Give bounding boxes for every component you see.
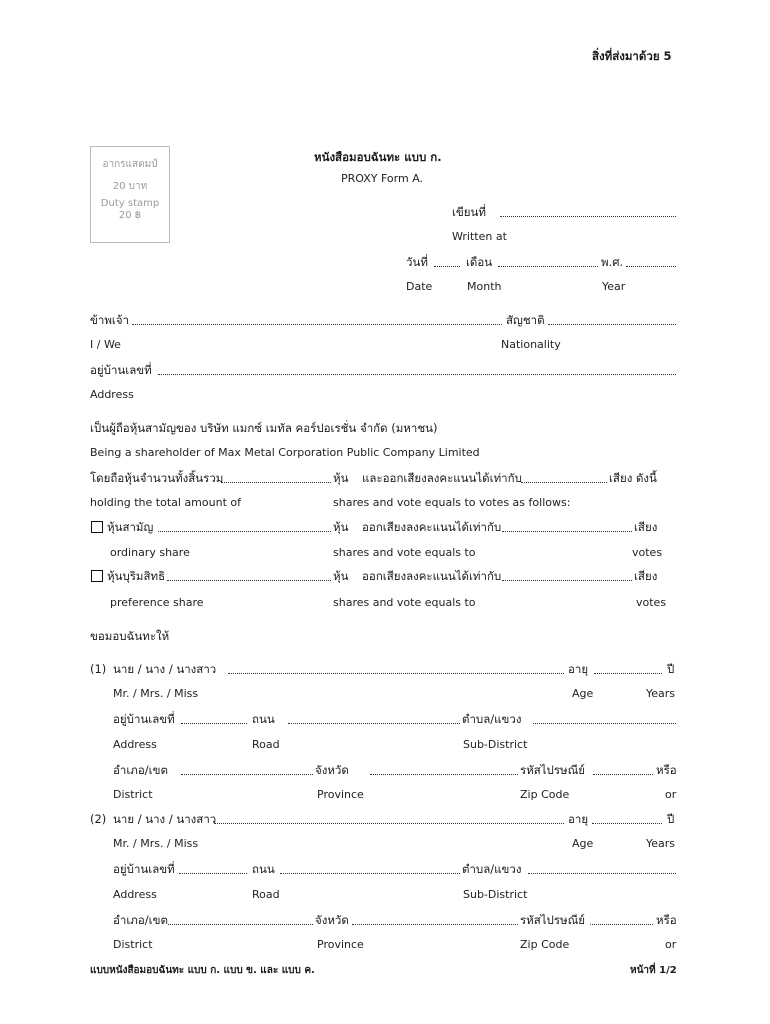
- proxy2-or-label-en: or: [665, 938, 677, 951]
- date-month-field[interactable]: [498, 256, 598, 267]
- proxy2-province-label-th: จังหวัด: [315, 913, 349, 927]
- duty-stamp-box: [90, 146, 170, 243]
- proxy1-zip-label-th: รหัสไปรษณีย์: [520, 763, 586, 777]
- proxy1-subdistrict-label-th: ตำบล/แขวง: [462, 712, 522, 726]
- proxy1-address-label-en: Address: [113, 738, 157, 751]
- date-day-label-en: Date: [406, 280, 433, 293]
- total-shares-field[interactable]: [221, 472, 331, 483]
- proxy1-district-label-th: อำเภอ/เขต: [113, 763, 168, 777]
- proxy2-or-label-th: หรือ: [656, 913, 677, 927]
- proxy2-district-label-en: District: [113, 938, 153, 951]
- date-year-field[interactable]: [626, 256, 676, 267]
- proxy1-road-field[interactable]: [288, 713, 460, 724]
- form-title-th: หนังสือมอบฉันทะ แบบ ก.: [314, 150, 442, 164]
- holding-shares-unit-th: หุ้น: [333, 471, 349, 485]
- proxy2-number: (2): [90, 812, 107, 826]
- preference-votes-field[interactable]: [502, 570, 632, 581]
- proxy2-age-field[interactable]: [592, 813, 662, 824]
- written-at-label-en: Written at: [452, 230, 507, 243]
- proxy2-age-label-th: อายุ: [568, 812, 589, 826]
- proxy2-road-label-th: ถนน: [252, 862, 275, 876]
- date-month-label-th: เดือน: [466, 255, 493, 269]
- date-month-label-en: Month: [467, 280, 502, 293]
- proxy1-zip-label-en: Zip Code: [520, 788, 570, 801]
- proxy1-number: (1): [90, 662, 107, 676]
- proxy2-zip-label-en: Zip Code: [520, 938, 570, 951]
- written-at-field[interactable]: [500, 206, 676, 217]
- shareholder-text-en: Being a shareholder of Max Metal Corporation Public Company Limited: [90, 446, 480, 459]
- proxy2-age-label-en: Age: [572, 837, 594, 850]
- preference-vote-label-th: ออกเสียงลงคะแนนได้เท่ากับ: [362, 569, 502, 583]
- date-year-label-th: พ.ศ.: [601, 255, 624, 269]
- proxy2-subdistrict-label-th: ตำบล/แขวง: [462, 862, 522, 876]
- proxy1-name-label-th: นาย / นาง / นางสาว: [113, 662, 217, 676]
- ordinary-vote-label-en: shares and vote equals to: [333, 546, 476, 559]
- nationality-label-en: Nationality: [501, 338, 561, 351]
- stamp-th-amount: 20 บาท: [112, 181, 148, 192]
- proxy1-province-field[interactable]: [370, 764, 518, 775]
- preference-share-checkbox[interactable]: [91, 570, 103, 582]
- preference-shares-unit-th: หุ้น: [333, 569, 349, 583]
- proxy2-subdistrict-field[interactable]: [528, 863, 676, 874]
- proxy2-name-label-en: Mr. / Mrs. / Miss: [113, 837, 199, 850]
- preference-shares-field[interactable]: [167, 570, 331, 581]
- iwe-name-field[interactable]: [132, 314, 502, 325]
- proxy2-province-label-en: Province: [317, 938, 364, 951]
- attachment-label: สิ่งที่ส่งมาด้วย 5: [592, 49, 672, 63]
- preference-vote-label-en: shares and vote equals to: [333, 596, 476, 609]
- stamp-th-label: อากรแสตมป์: [102, 159, 158, 170]
- proxy1-zip-field[interactable]: [593, 764, 653, 775]
- proxy1-province-label-en: Province: [317, 788, 364, 801]
- proxy1-age-label-en: Age: [572, 687, 594, 700]
- proxy1-district-field[interactable]: [181, 764, 313, 775]
- proxy1-address-label-th: อยู่บ้านเลขที่: [113, 712, 175, 726]
- iwe-label-th: ข้าพเจ้า: [90, 313, 130, 327]
- ordinary-shares-field[interactable]: [158, 521, 331, 532]
- proxy2-road-label-en: Road: [252, 888, 280, 901]
- proxy1-subdistrict-field[interactable]: [533, 713, 676, 724]
- proxy2-years-label-th: ปี: [667, 812, 675, 826]
- proxy2-years-label-en: Years: [646, 837, 676, 850]
- ordinary-share-label-en: ordinary share: [110, 546, 190, 559]
- proxy2-zip-label-th: รหัสไปรษณีย์: [520, 913, 586, 927]
- address-label-en: Address: [90, 388, 134, 401]
- shareholder-text-th: เป็นผู้ถือหุ้นสามัญของ บริษัท แมกซ์ เมทัล คอร์ปอเรชั่น จำกัด (มหาชน): [90, 421, 438, 435]
- proxy1-years-label-th: ปี: [667, 662, 675, 676]
- date-year-label-en: Year: [602, 280, 626, 293]
- proxy1-years-label-en: Years: [646, 687, 676, 700]
- proxy1-or-label-en: or: [665, 788, 677, 801]
- holding-vote-label-th: และออกเสียงลงคะแนนได้เท่ากับ: [362, 471, 522, 485]
- proxy2-province-field[interactable]: [352, 914, 518, 925]
- proxy1-district-label-en: District: [113, 788, 153, 801]
- proxy2-subdistrict-label-en: Sub-District: [463, 888, 528, 901]
- proxy2-name-field[interactable]: [214, 813, 564, 824]
- date-day-field[interactable]: [434, 256, 460, 267]
- date-day-label-th: วันที่: [406, 255, 428, 269]
- proxy1-age-label-th: อายุ: [568, 662, 589, 676]
- proxy2-name-label-th: นาย / นาง / นางสาว: [113, 812, 217, 826]
- footer-page-number: หน้าที่ 1/2: [630, 965, 677, 976]
- ordinary-votes-field[interactable]: [502, 521, 632, 532]
- preference-votes-unit-th: เสียง: [634, 569, 658, 583]
- ordinary-votes-unit-th: เสียง: [634, 520, 658, 534]
- nationality-field[interactable]: [548, 314, 676, 325]
- holding-label-th: โดยถือหุ้นจำนวนทั้งสิ้นรวม: [90, 471, 224, 485]
- footer-form-types: แบบหนังสือมอบฉันทะ แบบ ก. แบบ ข. และ แบบ ค.: [90, 965, 315, 976]
- proxy1-name-field[interactable]: [228, 663, 564, 674]
- preference-share-label-en: preference share: [110, 596, 204, 609]
- holding-votes-unit-th: เสียง ดังนี้: [609, 471, 657, 485]
- stamp-en-amount: 20 ฿: [118, 210, 142, 221]
- proxy1-subdistrict-label-en: Sub-District: [463, 738, 528, 751]
- holding-label-en: holding the total amount of: [90, 496, 241, 509]
- holding-vote-label-en: shares and vote equals to votes as follows:: [333, 496, 571, 509]
- ordinary-share-label-th: หุ้นสามัญ: [107, 520, 154, 534]
- nationality-label-th: สัญชาติ: [506, 313, 545, 327]
- preference-votes-unit-en: votes: [636, 596, 667, 609]
- proxy1-house-no-field[interactable]: [181, 713, 247, 724]
- proxy1-province-label-th: จังหวัด: [315, 763, 349, 777]
- proxy2-address-label-en: Address: [113, 888, 157, 901]
- proxy1-road-label-th: ถนน: [252, 712, 275, 726]
- total-votes-field[interactable]: [521, 472, 607, 483]
- iwe-label-en: I / We: [90, 338, 121, 351]
- proxy1-name-label-en: Mr. / Mrs. / Miss: [113, 687, 199, 700]
- ordinary-share-checkbox[interactable]: [91, 521, 103, 533]
- proxy2-road-field[interactable]: [280, 863, 460, 874]
- address-field[interactable]: [158, 364, 676, 375]
- proxy1-or-label-th: หรือ: [656, 763, 677, 777]
- grant-proxy-label: ขอมอบฉันทะให้: [90, 629, 170, 643]
- proxy1-road-label-en: Road: [252, 738, 280, 751]
- stamp-en-label: Duty stamp: [100, 198, 160, 209]
- proxy2-zip-field[interactable]: [590, 914, 653, 925]
- ordinary-votes-unit-en: votes: [632, 546, 663, 559]
- proxy2-district-label-th: อำเภอ/เขต: [113, 913, 168, 927]
- form-title-en: PROXY Form A.: [341, 172, 424, 185]
- proxy2-address-label-th: อยู่บ้านเลขที่: [113, 862, 175, 876]
- written-at-label-th: เขียนที่: [452, 205, 486, 219]
- address-label-th: อยู่บ้านเลขที่: [90, 363, 152, 377]
- proxy1-age-field[interactable]: [594, 663, 662, 674]
- preference-share-label-th: หุ้นบุริมสิทธิ: [107, 569, 166, 583]
- ordinary-shares-unit-th: หุ้น: [333, 520, 349, 534]
- ordinary-vote-label-th: ออกเสียงลงคะแนนได้เท่ากับ: [362, 520, 502, 534]
- proxy2-house-no-field[interactable]: [179, 863, 247, 874]
- proxy2-district-field[interactable]: [168, 914, 313, 925]
